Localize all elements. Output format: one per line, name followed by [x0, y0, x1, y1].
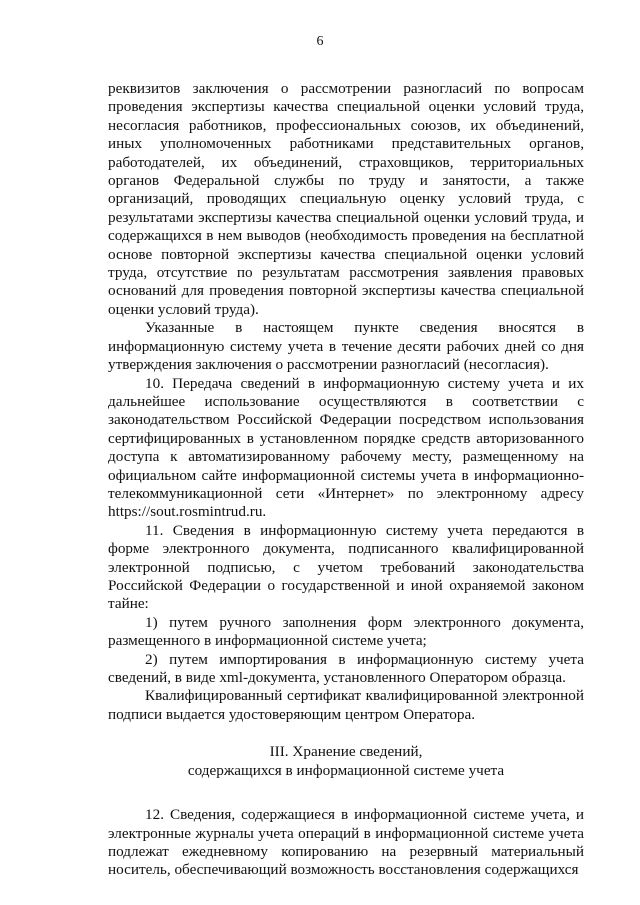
paragraph-11: 11. Сведения в информационную систему учета передаются в форме электронного документа, подписанного квалифицированной электронной подписью, с учетом требований законодательства Российской Федерации о государственной и иной охраняемой законом тайне: [108, 521, 584, 613]
section-heading-line-1: III. Хранение сведений, [269, 743, 423, 761]
page-number: 6 [316, 34, 324, 49]
paragraph-12: 12. Сведения, содержащиеся в информационной системе учета, и электронные журналы учета операций в информационной системе учета подлежат ежедневному копированию на резервный материальный носитель, обеспечивающий возможность восстановления содержащихся [108, 806, 584, 879]
section-heading [108, 742, 584, 780]
section-heading-line-2: содержащихся в информационной системе учета [187, 762, 505, 780]
document-body [108, 80, 584, 880]
list-item-1: 1) путем ручного заполнения форм электронного документа, размещенного в информационной системе учета; [108, 613, 584, 650]
paragraph-continuation: реквизитов заключения о рассмотрении разногласий по вопросам проведения экспертизы качества специальной оценки условий труда, несогласия работников, профессиональных союзов, их объединений, иных уполномоченных работниками представительных органов, работодателей, их объединений, страховщиков, территориальных органов Федеральной службы по труду и занятости, а также организаций, проводящих специальную оценку условий труда, с результатами экспертизы качества специальной оценки условий труда, и содержащихся в нем выводов (необходимость проведения на бесплатной основе повторной экспертизы качества специальной оценки условий труда, отсутствие по результатам рассмотрения заявления правовых оснований для проведения повторной экспертизы качества специальной оценки условий труда). [108, 80, 584, 318]
paragraph-deadline: Указанные в настоящем пункте сведения вносятся в информационную систему учета в течение десяти рабочих дней со дня утверждения заключения о рассмотрении разногласий (несогласия). [108, 319, 584, 374]
paragraph-10: 10. Передача сведений в информационную систему учета и их дальнейшее использование осуществляются в соответствии с законодательством Российской Федерации посредством использования сертифицированных в установленном порядке средств авторизованного доступа к автоматизированному рабочему месту, размещенному на официальном сайте информационной системы учета в информационно-телекоммуникационной сети «Интернет» по электронному адресу https://sout.rosmintrud.ru. [108, 374, 584, 521]
paragraph-certificate: Квалифицированный сертификат квалифицированной электронной подписи выдается удостоверяющим центром Оператора. [108, 687, 584, 723]
list-item-2: 2) путем импортирования в информационную систему учета сведений, в виде xml-документа, установленного Оператором образца. [108, 650, 584, 686]
